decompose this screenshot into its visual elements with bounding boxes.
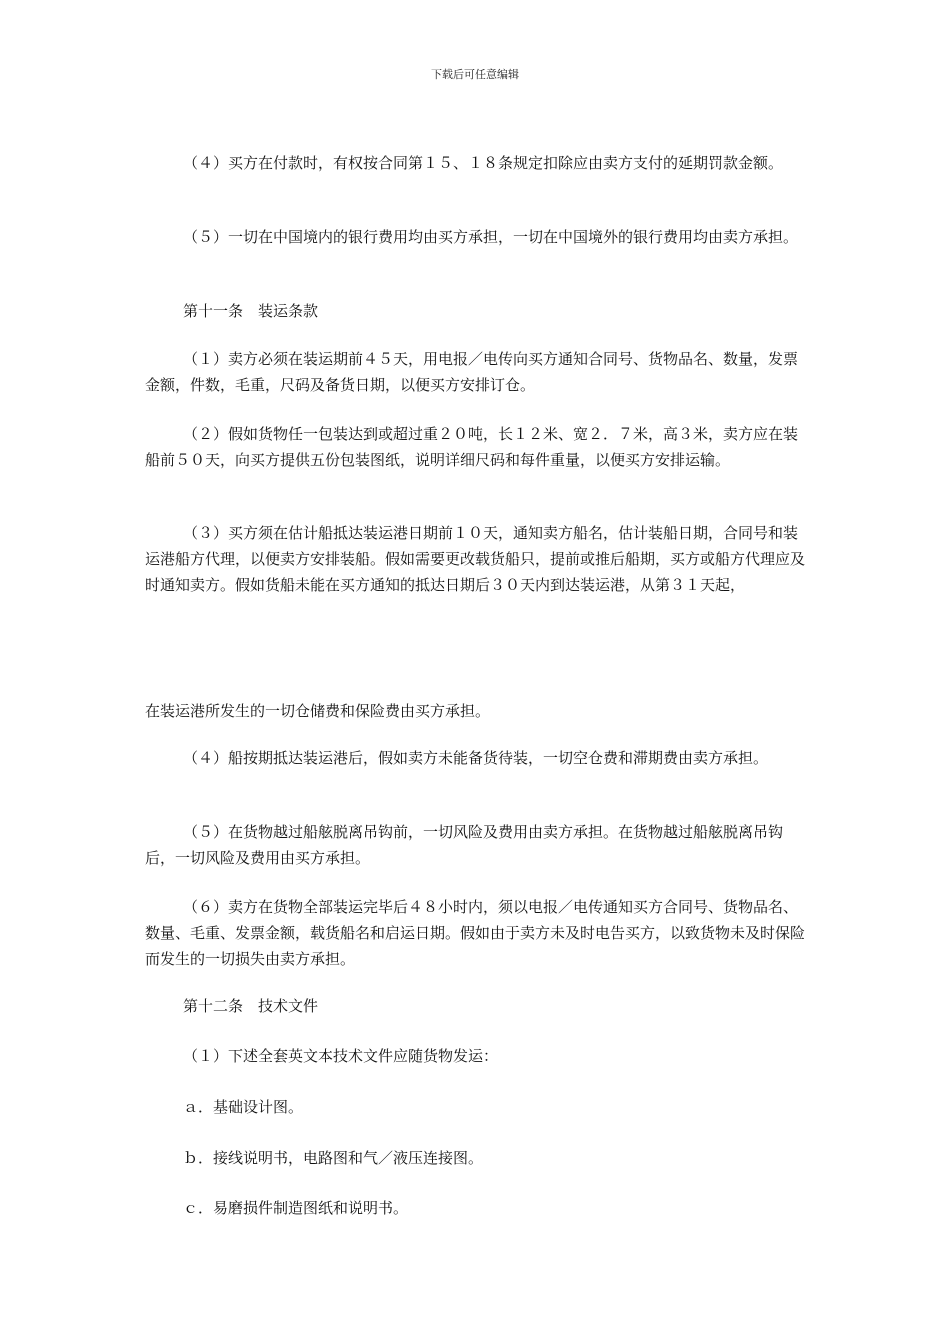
article-11-heading: 第十一条 装运条款 xyxy=(183,302,319,320)
paragraph-technical-1: （１）下述全套英文本技术文件应随货物发运： xyxy=(183,1047,499,1065)
paragraph-shipping-5: （５）在货物越过船舷脱离吊钩前，一切风险及费用由卖方承担。在货物越过船舷脱离吊钩后，一切风险及费用由买方承担。 xyxy=(145,823,784,867)
paragraph-shipping-6: （６）卖方在货物全部装运完毕后４８小时内，须以电报／电传通知买方合同号、货物品名、数量、毛重、发票金额，载货船名和启运日期。假如由于卖方未及时电告买方，以致货物未及时保险而发生的一切损失由卖方承担。 xyxy=(145,898,806,968)
list-item-b: ｂ．接线说明书，电路图和气／液压连接图。 xyxy=(183,1149,484,1167)
article-12-heading: 第十二条 技术文件 xyxy=(183,997,319,1015)
paragraph-payment-4: （４）买方在付款时，有权按合同第１５、１８条规定扣除应由卖方支付的延期罚款金额。 xyxy=(183,154,784,172)
list-item-a: ａ．基础设计图。 xyxy=(183,1098,304,1116)
paragraph-shipping-3: （３）买方须在估计船抵达装运港日期前１０天，通知卖方船名，估计装船日期，合同号和装运港船方代理，以便卖方安排装船。假如需要更改载货船只，提前或推后船期，买方或船方代理应及时通知卖方。假如货船未能在买方通知的抵达日期后３０天内到达装运港，从第３１天起， xyxy=(145,524,806,594)
paragraph-payment-5: （５）一切在中国境内的银行费用均由买方承担，一切在中国境外的银行费用均由卖方承担。 xyxy=(183,228,799,246)
paragraph-shipping-2: （２）假如货物任一包装达到或超过重２０吨，长１２米、宽２．７米，高３米，卖方应在装船前５０天，向买方提供五份包装图纸，说明详细尺码和每件重量，以便买方安排运输。 xyxy=(145,425,799,469)
paragraph-shipping-3-continued: 在装运港所发生的一切仓储费和保险费由买方承担。 xyxy=(145,702,491,720)
page-header: 下载后可任意编辑 xyxy=(431,68,519,81)
list-item-c: ｃ．易磨损件制造图纸和说明书。 xyxy=(183,1199,409,1217)
paragraph-shipping-4: （４）船按期抵达装运港后，假如卖方未能备货待装，一切空仓费和滞期费由卖方承担。 xyxy=(183,749,769,767)
paragraph-shipping-1: （１）卖方必须在装运期前４５天，用电报／电传向买方通知合同号、货物品名、数量，发票金额，件数，毛重，尺码及备货日期，以便买方安排订仓。 xyxy=(145,350,799,394)
